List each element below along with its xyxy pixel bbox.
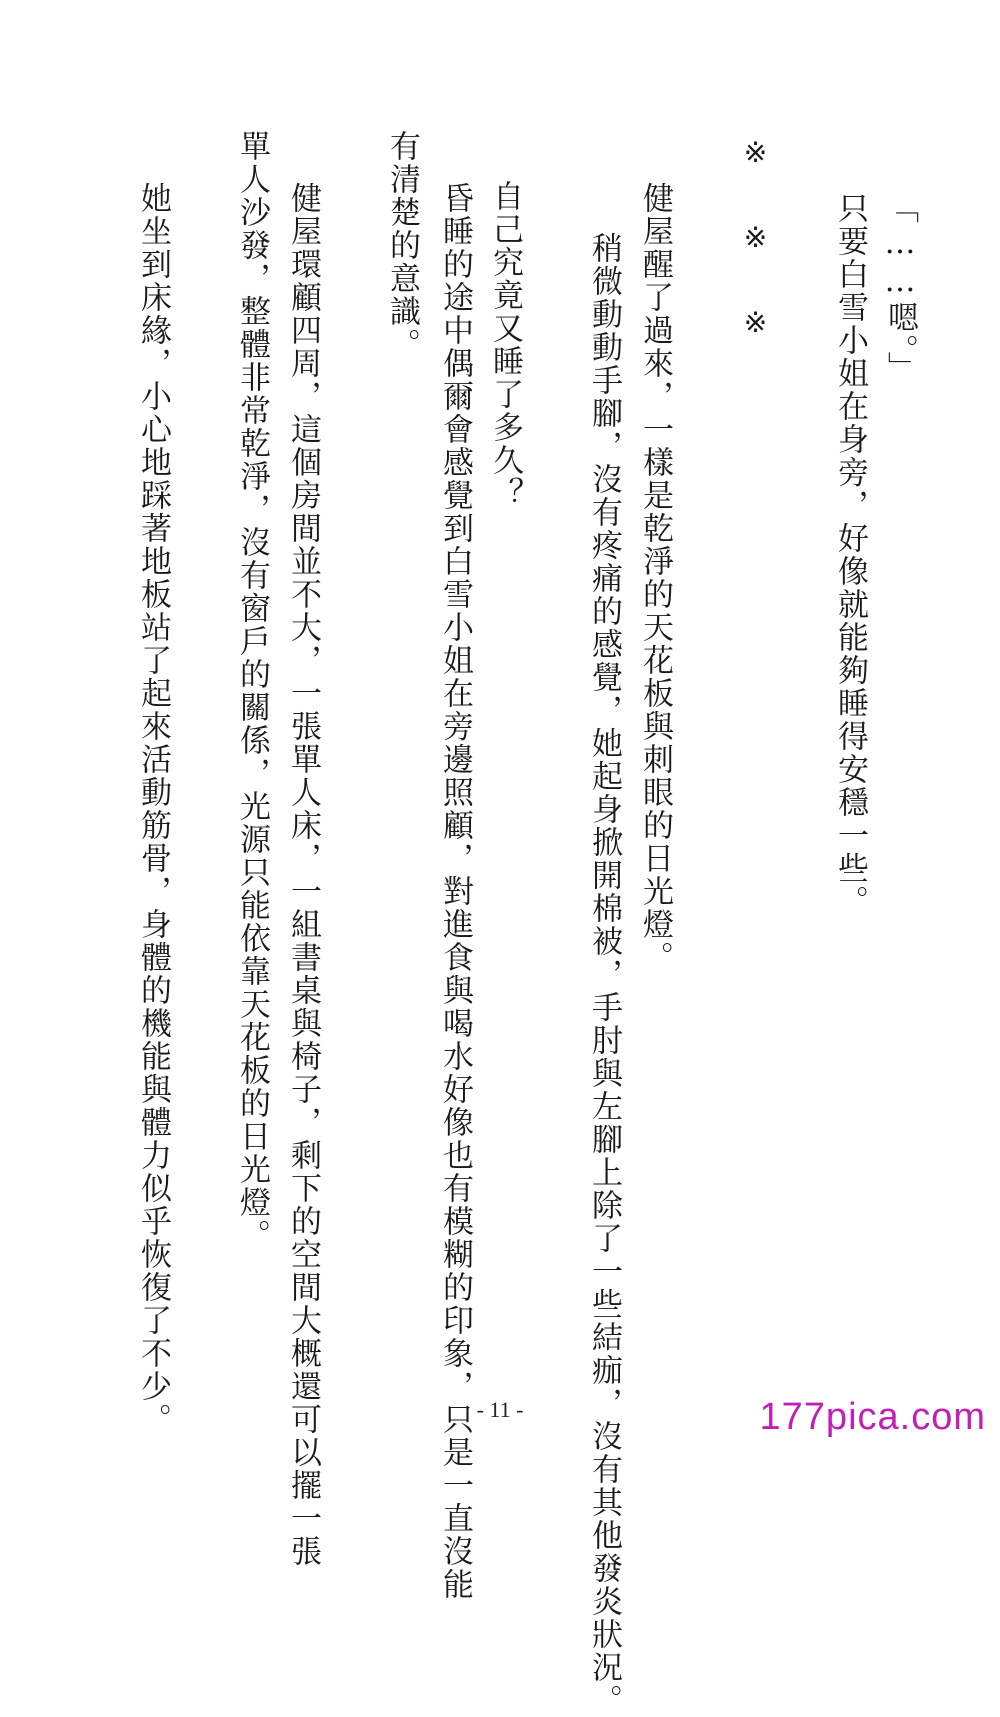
text-column-11: 她坐到床緣，小心地踩著地板站了起來活動筋骨，身體的機能與體力似乎恢復了不少。: [135, 182, 171, 1436]
text-column-6: 自己究竟又睡了多久？: [487, 180, 523, 510]
watermark: 177pica.com: [759, 1396, 986, 1438]
text-column-2: 只要白雪小姐在身旁，好像就能夠睡得安穩一些。: [832, 192, 868, 918]
text-column-1: 「……嗯。」: [882, 192, 918, 385]
text-column-9: 健屋環顧四周，這個房間並不大，一張單人床，一組書桌與椅子，剩下的空間大概還可以擺一張: [285, 182, 321, 1568]
section-separator: ※ ※ ※: [739, 136, 772, 351]
text-column-7: 昏睡的途中偶爾會感覺到白雪小姐在旁邊照顧，對進食與喝水好像也有模糊的印象，只是一直沒能: [437, 182, 473, 1601]
text-column-4: 健屋醒了過來，一樣是乾淨的天花板與刺眼的日光燈。: [637, 182, 673, 974]
text-column-10: 單人沙發，整體非常乾淨，沒有窗戶的關係，光源只能依靠天花板的日光燈。: [234, 130, 270, 1252]
text-column-8: 有清楚的意識。: [384, 130, 420, 361]
text-column-5: 稍微動動手腳，沒有疼痛的感覺，她起身掀開棉被，手肘與左腳上除了一些結痂，沒有其他發炎狀況。: [586, 232, 622, 1717]
page-number: - 11 -: [476, 1397, 524, 1422]
